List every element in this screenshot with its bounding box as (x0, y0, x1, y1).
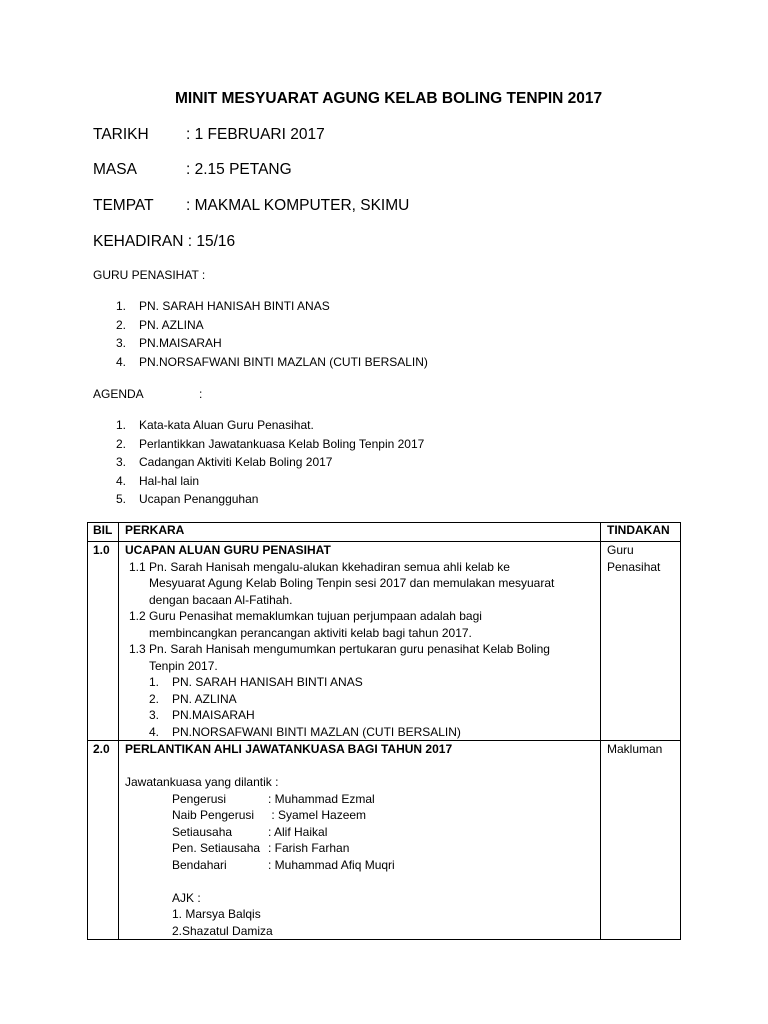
role-name: : Farish Farhan (268, 841, 350, 855)
point-text: membincangkan perancangan aktiviti kelab bagi tahun 2017. (149, 625, 472, 640)
row-tindakan (601, 542, 681, 741)
role-name: : Muhammad Ezmal (268, 791, 375, 806)
tindakan-text: Makluman (607, 742, 663, 756)
list-item: 1. Kata-kata Aluan Guru Penasihat. (116, 418, 314, 432)
tindakan-text: Penasihat (607, 559, 661, 574)
tarikh-value: : 1 FEBRUARI 2017 (186, 126, 325, 143)
row-bil (88, 542, 119, 741)
list-item: 4. PN.NORSAFWANI BINTI MAZLAN (CUTI BERSALIN) (149, 724, 461, 739)
ajk-member: 1. Marsya Balqis (172, 907, 261, 921)
point-text: dengan bacaan Al-Fatihah. (149, 592, 293, 607)
role-label: Setiausaha (172, 824, 233, 839)
role-label: Naib Pengerusi (172, 808, 255, 822)
row-heading: PERLANTIKAN AHLI JAWATANKUASA BAGI TAHUN 2017 (125, 742, 453, 756)
point-text: Tenpin 2017. (149, 658, 218, 673)
point-text: Mesyuarat Agung Kelab Boling Tenpin sesi 2017 dan memulakan mesyuarat (149, 576, 555, 590)
header-tindakan: TINDAKAN (601, 523, 681, 542)
point-line (125, 641, 600, 658)
agenda-colon: : (199, 387, 203, 401)
role-label: Bendahari (172, 857, 227, 872)
row-tindakan (601, 741, 681, 940)
header-perkara: PERKARA (119, 523, 601, 542)
role-name: : Alif Haikal (268, 824, 328, 839)
committee-role-row (125, 857, 600, 874)
list-item: 4. PN.NORSAFWANI BINTI MAZLAN (CUTI BERSALIN) (116, 354, 428, 369)
document-title: MINIT MESYUARAT AGUNG KELAB BOLING TENPIN 2017 (175, 90, 603, 107)
tindakan-text: Guru (607, 543, 634, 557)
point-text: Pn. Sarah Hanisah mengumumkan pertukaran guru penasihat Kelab Boling (149, 642, 550, 656)
list-item: 4. Hal-hal lain (116, 473, 200, 488)
list-item: 1. PN. SARAH HANISAH BINTI ANAS (116, 299, 330, 313)
tarikh-label: TARIKH (93, 126, 149, 143)
committee-role-row (125, 807, 600, 824)
kehadiran-line: KEHADIRAN : 15/16 (93, 233, 236, 250)
point-number: 1.3 (129, 642, 146, 656)
row-bil-number: 1.0 (93, 543, 110, 557)
committee-role-row (125, 824, 600, 841)
minutes-table (87, 522, 681, 940)
table-header-row (88, 523, 681, 542)
header-bil: BIL (88, 523, 119, 542)
guru-penasihat-list (116, 297, 476, 371)
row-perkara (119, 741, 601, 940)
tempat-label: TEMPAT (93, 197, 154, 214)
table-row (88, 741, 681, 940)
masa-value: : 2.15 PETANG (186, 161, 292, 178)
ajk-label: AJK : (172, 890, 201, 905)
point-line (125, 608, 600, 625)
agenda-label: AGENDA (93, 387, 144, 401)
committee-role-row (125, 791, 600, 808)
masa-label: MASA (93, 161, 137, 178)
list-item: 5. Ucapan Penangguhan (116, 492, 259, 506)
list-item: 3. Cadangan Aktiviti Kelab Boling 2017 (116, 455, 333, 469)
point-number: 1.2 (129, 609, 146, 623)
row-bil-number: 2.0 (93, 742, 110, 756)
tempat-value: : MAKMAL KOMPUTER, SKIMU (186, 197, 410, 214)
role-label: Pen. Setiausaha (172, 841, 261, 855)
list-item: 3. PN.MAISARAH (116, 336, 222, 350)
committee-intro: Jawatankuasa yang dilantik : (125, 775, 279, 789)
point-number: 1.1 (129, 559, 146, 574)
table-row (88, 542, 681, 741)
point-text: Pn. Sarah Hanisah mengalu-alukan kkehadiran semua ahli kelab ke (149, 559, 510, 574)
blank-line (125, 873, 600, 890)
row-perkara (119, 542, 601, 741)
point-text: Guru Penasihat memaklumkan tujuan perjumpaan adalah bagi (149, 609, 482, 623)
committee-role-row (125, 840, 600, 857)
list-item: 2. Perlantikkan Jawatankuasa Kelab Boling Tenpin 2017 (116, 436, 425, 451)
list-item: 2. PN. AZLINA (116, 317, 204, 332)
point-line (125, 559, 600, 576)
list-item: 3. PN.MAISARAH (149, 708, 255, 722)
list-item: 2. PN. AZLINA (149, 691, 237, 706)
row-bil (88, 741, 119, 940)
list-item: 1. PN. SARAH HANISAH BINTI ANAS (149, 675, 363, 689)
guru-penasihat-label: GURU PENASIHAT : (93, 268, 206, 282)
row-heading: UCAPAN ALUAN GURU PENASIHAT (125, 543, 331, 557)
role-name: : Syamel Hazeem (268, 808, 367, 822)
role-name: : Muhammad Afiq Muqri (268, 857, 395, 872)
role-label: Pengerusi (172, 791, 227, 806)
ajk-member: 2.Shazatul Damiza (172, 923, 273, 938)
agenda-list (116, 416, 496, 509)
blank-line (125, 758, 600, 775)
